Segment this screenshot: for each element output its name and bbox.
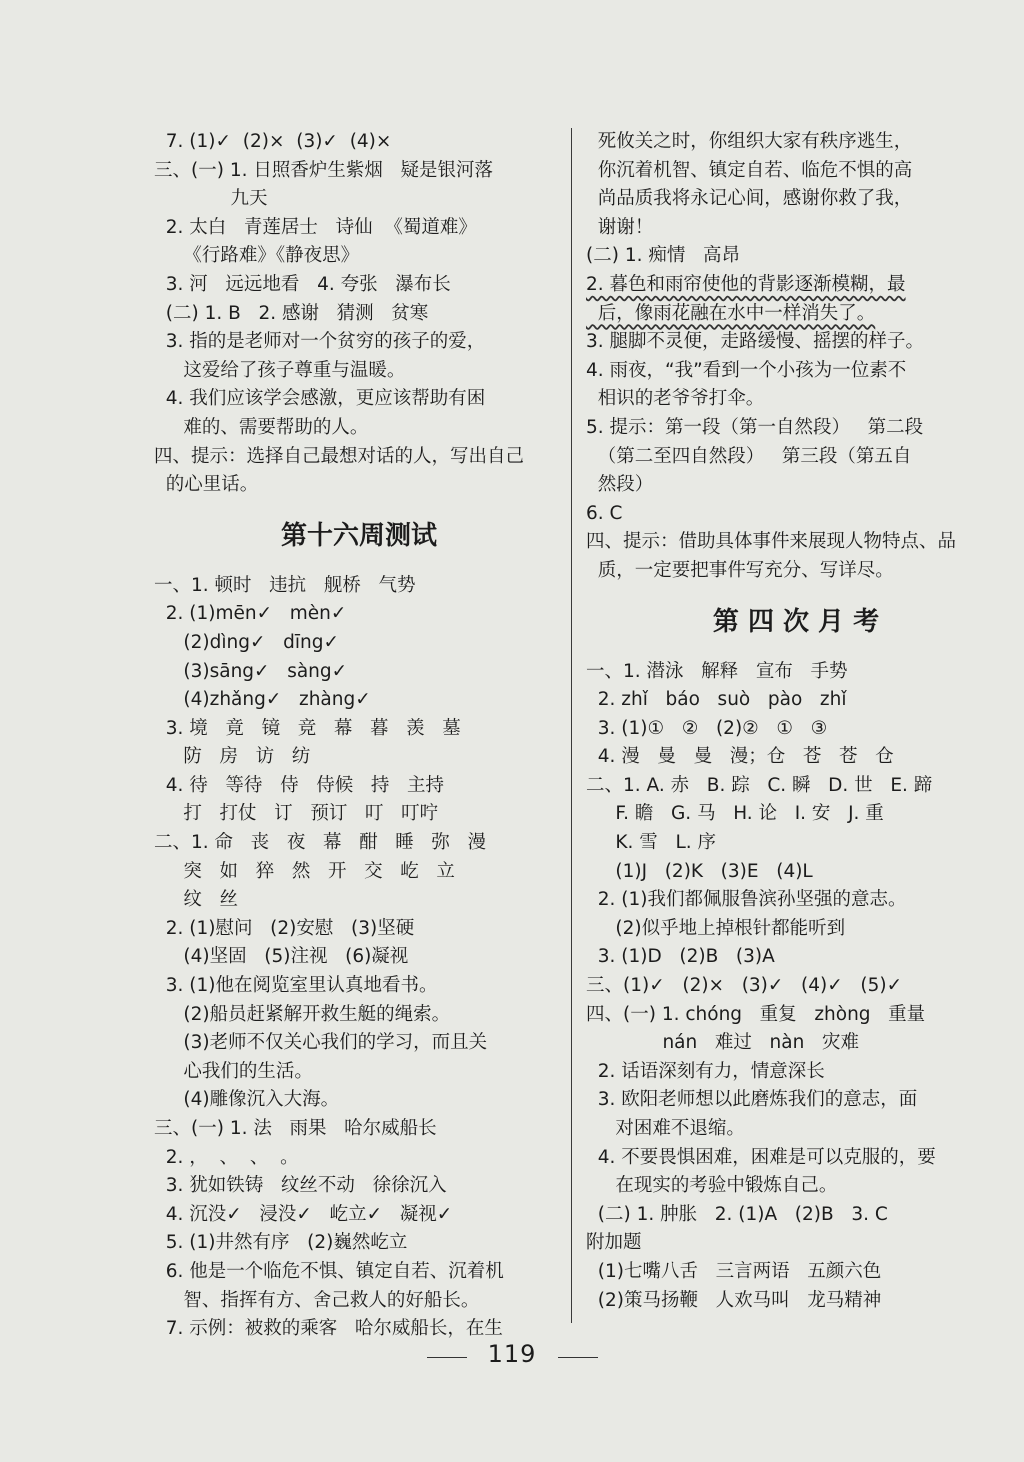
answer-line: 一、1. 顿时 违抗 舰桥 气势: [154, 574, 416, 596]
answer-line: 然段）: [586, 474, 654, 496]
answer-line: 《行路难》《静夜思》: [154, 245, 360, 267]
answer-line: 3. 欧阳老师想以此磨炼我们的意志，面: [586, 1089, 918, 1111]
answer-line: 4. 不要畏惧困难，困难是可以克服的，要: [586, 1146, 936, 1168]
answer-line: (二) 1. 痴情 高昂: [586, 245, 740, 267]
answer-line: 九天: [154, 188, 268, 210]
page-footer: [0, 1340, 1024, 1368]
answer-line: K. 雪 L. 序: [586, 832, 717, 854]
answer-line: 2. (1)我们都佩服鲁滨孙坚强的意志。: [586, 889, 907, 911]
answer-line: 4. 我们应该学会感激，更应该帮助有困: [154, 388, 486, 410]
answer-line: (1)七嘴八舌 三言两语 五颜六色: [586, 1260, 882, 1282]
answer-line: 5. 提示：第一段（第一自然段） 第二段: [586, 416, 924, 438]
answer-line: 6. 他是一个临危不惧、镇定自若、沉着机: [154, 1260, 504, 1282]
answer-line: 纹 丝: [154, 889, 239, 911]
answer-line: 四、提示：借助具体事件来展现人物特点、品: [586, 531, 957, 553]
answer-line: (3)sāng✓ sàng✓: [154, 660, 348, 682]
answer-line: 4. 待 等待 侍 侍候 持 主持: [154, 774, 445, 796]
answer-line: 6. C: [586, 502, 623, 524]
answer-line: 四、提示：选择自己最想对话的人，写出自己: [154, 445, 525, 467]
answer-line: 难的、需要帮助的人。: [154, 416, 369, 438]
answer-line: 死攸关之时，你组织大家有秩序逃生，: [586, 131, 913, 152]
footer-dash-left: [427, 1357, 467, 1358]
answer-line: (4)zhǎng✓ zhàng✓: [154, 689, 371, 711]
answer-line: 突 如 猝 然 开 交 屹 立: [154, 860, 455, 882]
answer-line: 5. (1)井然有序 (2)巍然屹立: [154, 1232, 408, 1254]
answer-line: 2. ， 、 、 。: [154, 1146, 299, 1168]
answer-line: 这爱给了孩子尊重与温暖。: [154, 359, 406, 381]
answer-line: 3. (1)他在阅览室里认真地看书。: [154, 975, 438, 997]
answer-line: 三、(一) 1. 法 雨果 哈尔威船长: [154, 1118, 437, 1139]
answer-line: nán 难过 nàn 灾难: [586, 1032, 859, 1054]
answer-line: 4. 漫 曼 曼 漫；仓 苍 苍 仓: [586, 746, 894, 768]
answer-line: 3. 腿脚不灵便，走路缓慢、摇摆的样子。: [586, 331, 925, 353]
answer-line: 2. (1)mēn✓ mèn✓: [154, 603, 347, 625]
answer-line: 二、1. 命 丧 夜 幕 酣 睡 弥 漫: [154, 832, 487, 854]
answer-line: 7. 示例：被救的乘客 哈尔威船长，在生: [154, 1318, 503, 1340]
answer-line: 心我们的生活。: [154, 1060, 313, 1082]
answer-line: 3. (1)① ② (2)② ① ③: [586, 717, 828, 739]
answer-line: (4)坚固 (5)注视 (6)凝视: [154, 946, 409, 968]
answer-line: 质，一定要把事件写充分、写详尽。: [586, 559, 894, 581]
section-title: 第十六周测试: [280, 520, 437, 551]
answer-line: 2. (1)慰问 (2)安慰 (3)坚硬: [154, 917, 415, 939]
answer-line: （第二至四自然段） 第三段（第五自: [586, 445, 912, 467]
answer-line: 4. 沉没✓ 浸没✓ 屹立✓ 凝视✓: [154, 1203, 453, 1225]
column-divider: [571, 128, 572, 1323]
answer-line: 谢谢！: [586, 216, 654, 238]
answer-line: 二、1. A. 赤 B. 踪 C. 瞬 D. 世 E. 蹄: [586, 774, 933, 796]
answer-line: 一、1. 潜泳 解释 宣布 手势: [586, 660, 848, 682]
answer-line: 2. 话语深刻有力，情意深长: [586, 1060, 825, 1082]
answer-line: (二) 1. B 2. 感谢 猜测 贫寒: [154, 302, 429, 324]
page-number: 119: [487, 1340, 537, 1368]
answer-line: 2. 暮色和雨帘使他的背影逐渐模糊，最: [586, 273, 906, 295]
answer-line: (2)dìng✓ dīng✓: [154, 631, 339, 653]
answer-line: 三、(1)✓ (2)× (3)✓ (4)✓ (5)✓: [586, 975, 903, 997]
answer-line: 尚品质我将永记心间，感谢你救了我，: [586, 188, 913, 210]
answer-line: 打 打仗 订 预订 叮 叮咛: [154, 803, 439, 825]
answer-line: 附加题: [586, 1232, 642, 1254]
answer-line: (4)雕像沉入大海。: [154, 1089, 340, 1111]
answer-line: 2. zhǐ báo suò pào zhǐ: [586, 689, 847, 711]
answer-line: 7. (1)✓ (2)× (3)✓ (4)×: [154, 131, 392, 152]
answer-line: 智、指挥有方、舍己救人的好船长。: [154, 1289, 480, 1311]
answer-line: (二) 1. 肿胀 2. (1)A (2)B 3. C: [586, 1203, 888, 1225]
answer-line: 对困难不退缩。: [586, 1118, 745, 1139]
answer-line: 4. 雨夜，“我”看到一个小孩为一位素不: [586, 359, 907, 381]
answer-line: 三、(一) 1. 日照香炉生紫烟 疑是银河落: [154, 159, 493, 181]
answer-line: (2)似乎地上掉根针都能听到: [586, 917, 846, 939]
answer-line: (1)J (2)K (3)E (4)L: [586, 860, 813, 882]
answer-line: F. 瞻 G. 马 H. 论 I. 安 J. 重: [586, 803, 884, 825]
answer-line: 在现实的考验中锻炼自己。: [586, 1175, 838, 1197]
answer-line: 的心里话。: [154, 474, 259, 496]
answer-line: 3. (1)D (2)B (3)A: [586, 946, 775, 968]
answer-line: 3. 指的是老师对一个贫穷的孩子的爱，: [154, 331, 486, 353]
answer-line: 3. 犹如铁铸 纹丝不动 徐徐沉入: [154, 1175, 447, 1197]
answer-line: 3. 河 远远地看 4. 夸张 瀑布长: [154, 273, 451, 295]
answer-line: 你沉着机智、镇定自若、临危不惧的高: [586, 159, 913, 181]
left-column: [154, 128, 564, 1344]
footer-dash-right: [558, 1357, 598, 1358]
answer-line: 四、(一) 1. chóng 重复 zhòng 重量: [586, 1003, 926, 1025]
answer-line: 相识的老爷爷打伞。: [586, 388, 765, 410]
answer-line: 防 房 访 纺: [154, 746, 311, 768]
answer-line: (2)船员赶紧解开救生艇的绳索。: [154, 1003, 451, 1025]
right-column: [586, 128, 1006, 1315]
answer-line: 3. 境 竟 镜 竞 幕 暮 羡 墓: [154, 717, 461, 739]
answer-line: (3)老师不仅关心我们的学习，而且关: [154, 1032, 488, 1054]
answer-line: 后，像雨花融在水中一样消失了。: [586, 302, 876, 324]
answer-line: (2)策马扬鞭 人欢马叫 龙马精神: [586, 1289, 882, 1311]
section-title: 第 四 次 月 考: [712, 606, 880, 637]
answer-line: 2. 太白 青莲居士 诗仙 《蜀道难》: [154, 216, 477, 238]
